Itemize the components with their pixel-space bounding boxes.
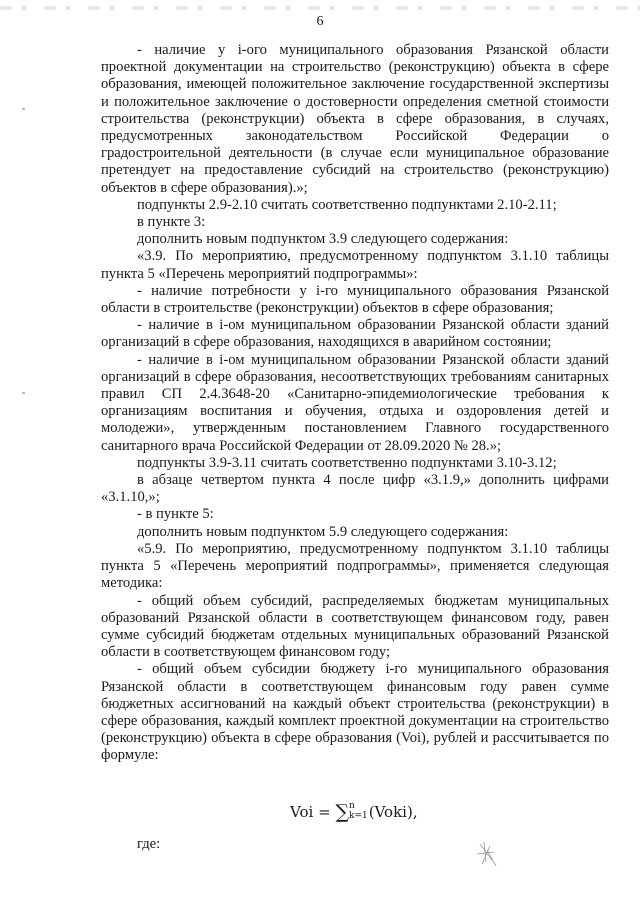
scan-artifact-margin [22, 392, 25, 394]
sum-limits [349, 801, 368, 821]
paragraph: дополнить новым подпунктом 3.9 следующего содержания: [137, 231, 509, 248]
page-number: 6 [316, 14, 324, 29]
paragraph: - общий объем субсидии бюджету i-го муниципального образования Рязанской области в соответствующем финансовым году равен сумме бюджетных ассигнований на каждый объект строительства (реконструкции) в сфере образования, каждый комплект проектной документации на строительство (реконструкцию) объекта в сфере образования (Voi), рублей и рассчитывается по формуле: [101, 661, 609, 764]
paragraph: - наличие в i-ом муниципальном образовании Рязанской области зданий организаций в сфере образования, находящихся в аварийном состоянии; [101, 317, 609, 351]
formula-lhs: Voi [290, 803, 314, 821]
formula-body: (Voki), [368, 803, 418, 821]
scan-artifact-top [0, 6, 640, 10]
paragraph: в пункте 3: [137, 214, 206, 231]
paragraph: подпункты 3.9-3.11 считать соответственно подпунктами 3.10-3.12; [137, 454, 557, 471]
formula [290, 800, 418, 823]
paragraph: - наличие потребности у i-го муниципального образования Рязанской области в строительстве (реконструкции) объектов в сфере образования; [101, 282, 609, 317]
scan-artifact-margin [22, 108, 25, 110]
scan-smudge-icon [472, 840, 500, 868]
sum-upper-limit: n [349, 801, 355, 811]
sum-lower-limit: k=1 [349, 811, 368, 821]
closing-word: где: [137, 836, 161, 852]
formula-equals: = [318, 803, 331, 821]
paragraph: - в пункте 5: [137, 506, 214, 523]
paragraph: подпункты 2.9-2.10 считать соответственно подпунктами 2.10-2.11; [137, 196, 557, 213]
paragraph: «5.9. По мероприятию, предусмотренному подпунктом 3.1.10 таблицы пункта 5 «Перечень мероприятий подпрограммы», применяется следующая методика: [101, 540, 609, 592]
paragraph: в абзаце четвертом пункта 4 после цифр «3.1.9,» дополнить цифрами «3.1.10,»; [101, 472, 609, 506]
paragraph: - общий объем субсидий, распределяемых бюджетам муниципальных образований Рязанской области в соответствующем финансовом году, равен сумме субсидий бюджетам отдельных муниципальных образований Рязанской области в соответствующем финансовом году; [101, 592, 609, 661]
paragraph: «3.9. По мероприятию, предусмотренному подпунктом 3.1.10 таблицы пункта 5 «Перечень мероприятий подпрограммы»: [101, 248, 609, 282]
paragraph: - наличие в i-ом муниципальном образовании Рязанской области зданий организаций в сфере образования, несоответствующих требованиям санитарных правил СП 2.4.3648-20 «Санитарно-эпидемиологические требования к организациям воспитания и обучения, отдыха и оздоровления детей и молодежи», утвержденным постановлением Главного государственного санитарного врача Российской Федерации от 28.09.2020 № 28.»; [101, 351, 609, 454]
paragraph: дополнить новым подпунктом 5.9 следующего содержания: [137, 523, 509, 540]
paragraph: - наличие у i-ого муниципального образования Рязанской области проектной документации на строительство (реконструкцию) объекта в сфере образования, имеющей положительное заключение государственной экспертизы и положительное заключение о достоверности определения сметной стоимости строительства (реконструкции) объекта в сфере образования, в случаях, предусмотренных законодательством Российской Федерации о градостроительной деятельности (в случае если муниципальное образование претендует на предоставление субсидий на строительство (реконструкцию) объектов в сфере образования).»; [101, 42, 609, 196]
sum-symbol: ∑ [335, 801, 350, 823]
document-body [101, 42, 609, 765]
